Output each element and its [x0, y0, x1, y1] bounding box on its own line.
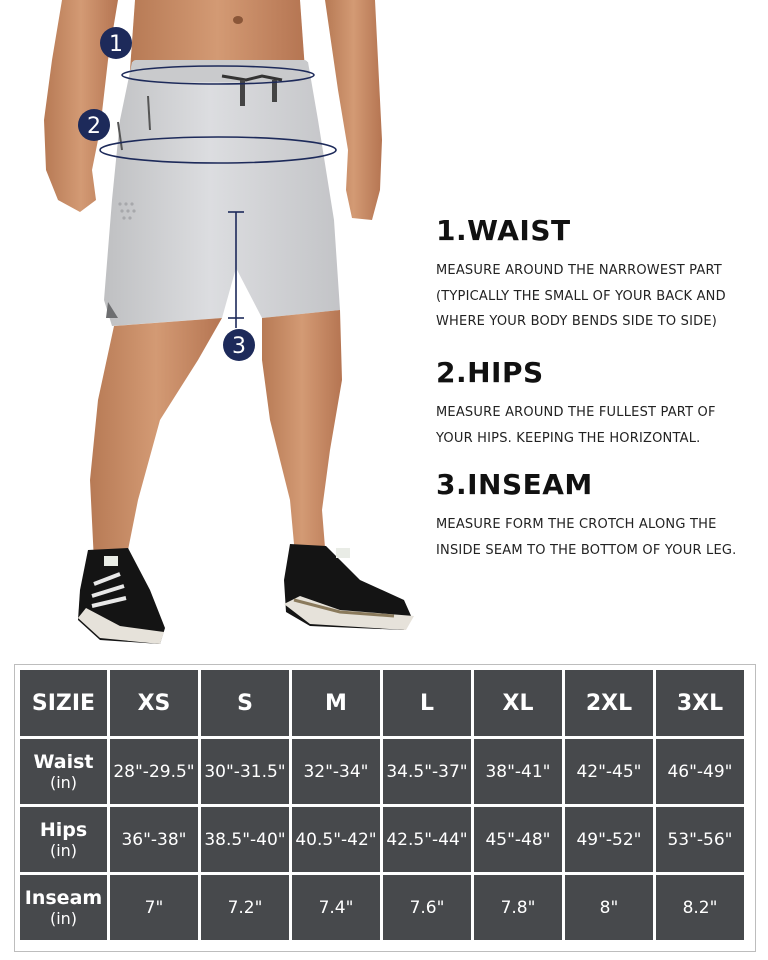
- table-cell: 53"-56": [656, 807, 744, 872]
- table-cell: 7.2": [201, 875, 289, 940]
- shorts: [104, 60, 340, 326]
- table-cell: 7.6": [383, 875, 471, 940]
- marker-3: [223, 329, 255, 361]
- header-cell: L: [383, 670, 471, 736]
- table-cell: 32"-34": [292, 739, 380, 804]
- header-cell: SIZIE: [20, 670, 107, 736]
- header-cell: XS: [110, 670, 198, 736]
- table-cell: 38.5"-40": [201, 807, 289, 872]
- guide-waist: [436, 214, 756, 335]
- table-header-row: [20, 670, 744, 736]
- guide-hips-title: 2.HIPS: [436, 356, 544, 389]
- header-cell: 2XL: [565, 670, 653, 736]
- sneakers: [78, 544, 414, 644]
- header-cell: M: [292, 670, 380, 736]
- guide-inseam-text: MEASURE FORM THE CROTCH ALONG THE INSIDE SEAM TO THE BOTTOM OF YOUR LEG.: [436, 517, 737, 558]
- table-cell: 30"-31.5": [201, 739, 289, 804]
- header-cell: 3XL: [656, 670, 744, 736]
- row-label: Waist (in): [20, 739, 107, 804]
- guide-waist-text: MEASURE AROUND THE NARROWEST PART (TYPICALLY THE SMALL OF YOUR BACK AND WHERE YOUR BODY BENDS SIDE TO SIDE): [436, 263, 726, 329]
- table-row-waist: [20, 739, 744, 804]
- guide-hips-text: MEASURE AROUND THE FULLEST PART OF YOUR HIPS. KEEPING THE HORIZONTAL.: [436, 405, 716, 446]
- table-cell: 28"-29.5": [110, 739, 198, 804]
- guide-waist-title: 1.WAIST: [436, 214, 571, 247]
- table-cell: 40.5"-42": [292, 807, 380, 872]
- svg-text:1: 1: [109, 32, 123, 57]
- marker-2: [78, 109, 110, 141]
- svg-text:3: 3: [232, 334, 246, 359]
- table-cell: 34.5"-37": [383, 739, 471, 804]
- guide-inseam-title: 3.INSEAM: [436, 468, 593, 501]
- table-cell: 45"-48": [474, 807, 562, 872]
- size-table: [17, 667, 747, 943]
- table-cell: 36"-38": [110, 807, 198, 872]
- table-cell: 7.8": [474, 875, 562, 940]
- table-cell: 7.4": [292, 875, 380, 940]
- row-label: Inseam (in): [20, 875, 107, 940]
- table-cell: 8": [565, 875, 653, 940]
- header-cell: XL: [474, 670, 562, 736]
- table-cell: 42"-45": [565, 739, 653, 804]
- table-cell: 7": [110, 875, 198, 940]
- table-cell: 8.2": [656, 875, 744, 940]
- table-cell: 49"-52": [565, 807, 653, 872]
- table-cell: 38"-41": [474, 739, 562, 804]
- marker-1: [100, 27, 132, 59]
- guide-hips: [436, 356, 756, 451]
- model-legs: [90, 310, 342, 566]
- model-torso: [130, 0, 305, 70]
- header-cell: S: [201, 670, 289, 736]
- table-cell: 42.5"-44": [383, 807, 471, 872]
- table-row-hips: [20, 807, 744, 872]
- size-chart: [14, 664, 756, 952]
- row-label: Hips (in): [20, 807, 107, 872]
- table-cell: 46"-49": [656, 739, 744, 804]
- svg-text:2: 2: [87, 114, 101, 139]
- table-row-inseam: [20, 875, 744, 940]
- guide-inseam: [436, 468, 756, 563]
